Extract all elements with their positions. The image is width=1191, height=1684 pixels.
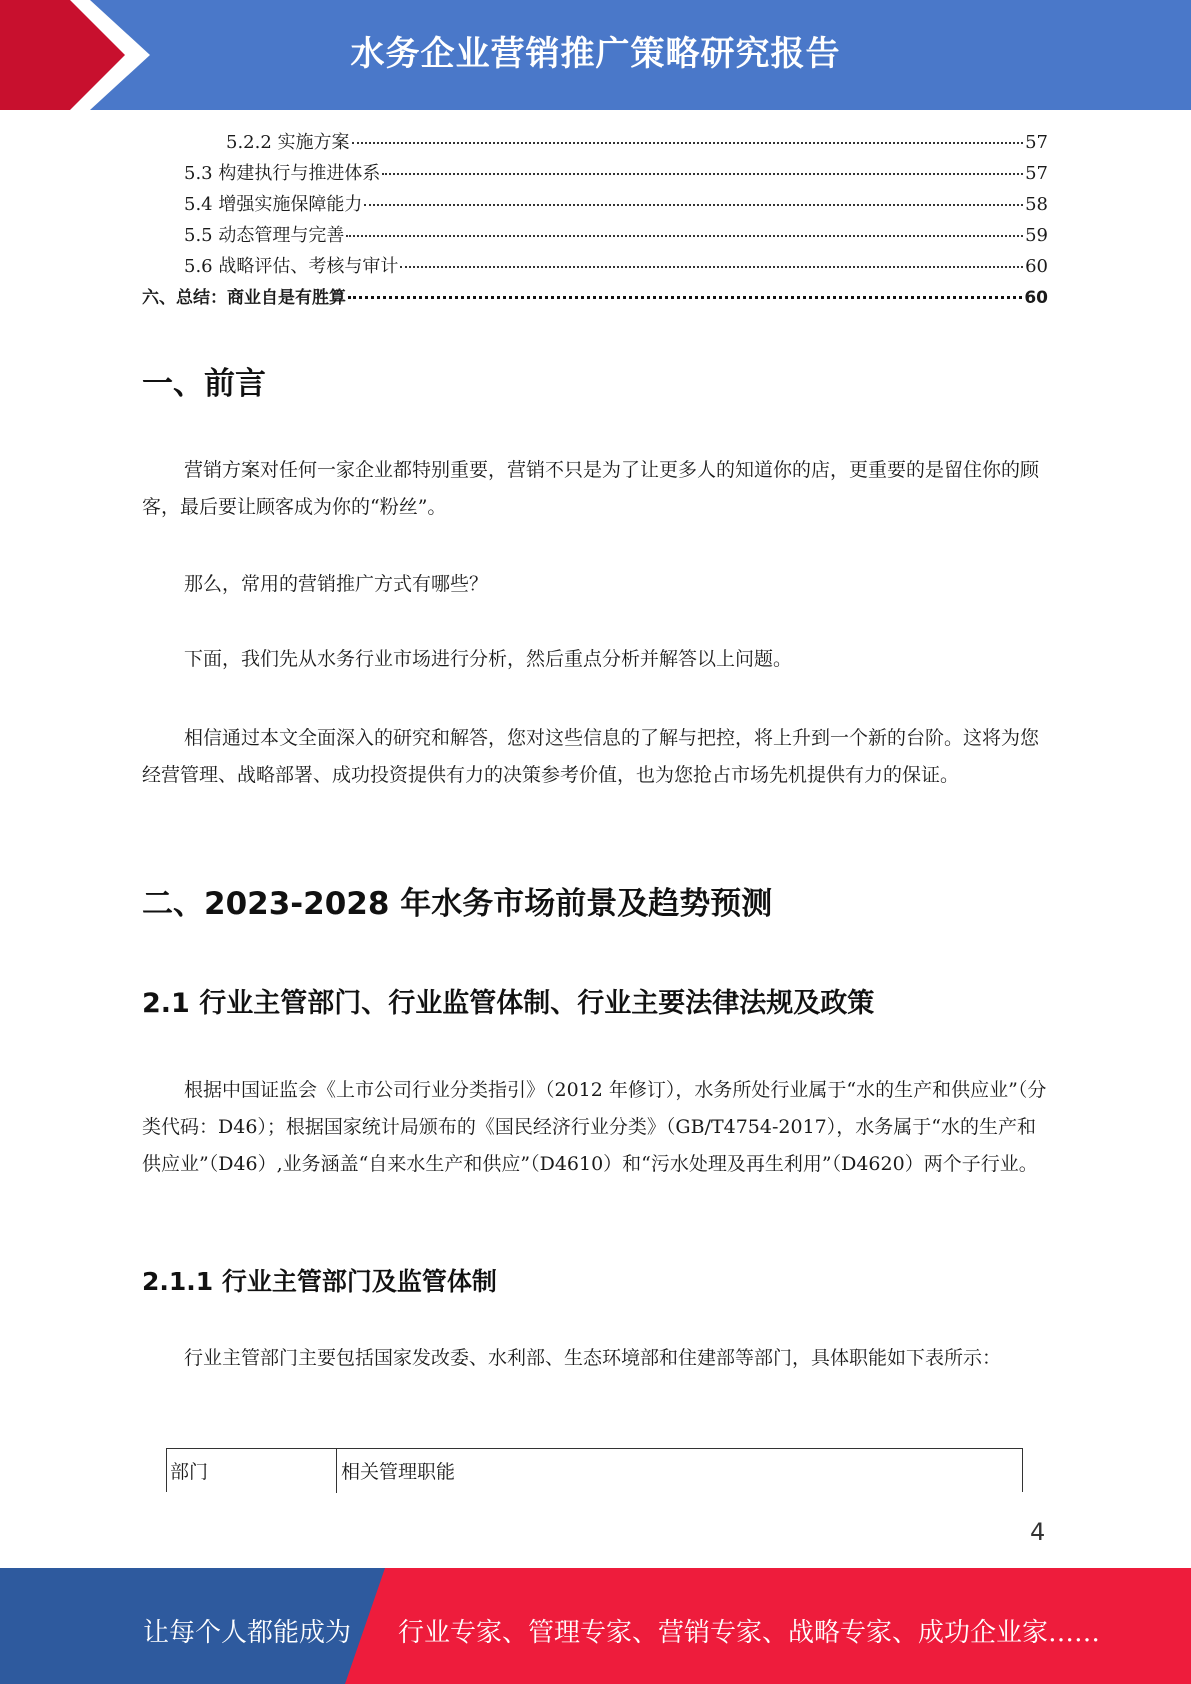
- department-table: [166, 1448, 1023, 1492]
- subsection-heading-2-1-1: 2.1.1 行业主管部门及监管体制: [142, 1267, 497, 1296]
- toc-entry-page: 57: [1025, 132, 1048, 153]
- table-header-department: 部门: [167, 1449, 337, 1493]
- table-of-contents: [142, 128, 1048, 314]
- page-footer: [0, 1568, 1191, 1684]
- page-header: [0, 0, 1191, 110]
- footer-slogan-right: 行业专家、管理专家、营销专家、战略专家、成功企业家……: [398, 1618, 1101, 1648]
- toc-leader-dots: [346, 235, 1023, 237]
- toc-entry[interactable]: [142, 221, 1048, 252]
- subsection-heading-2-1: 2.1 行业主管部门、行业监管体制、行业主要法律法规及政策: [142, 988, 875, 1019]
- toc-entry-page: 57: [1025, 163, 1048, 184]
- paragraph: 根据中国证监会《上市公司行业分类指引》（2012 年修订），水务所处行业属于“水的生产和供应业”（分类代码：D46）；根据国家统计局颁布的《国民经济行业分类》（GB/T4754-2017），水务属于“水的生产和供应业”（D46）,业务涵盖“自来水生产和供应”（D4610）和“污水处理及再生利用”（D4620）两个子行业。: [142, 1079, 1047, 1175]
- toc-leader-dots: [382, 173, 1023, 175]
- toc-entry-label: 5.3 构建执行与推进体系: [184, 163, 381, 184]
- toc-leader-dots: [352, 142, 1024, 144]
- paragraph: 营销方案对任何一家企业都特别重要，营销不只是为了让更多人的知道你的店，更重要的是留住你的顾客，最后要让顾客成为你的“粉丝”。: [142, 459, 1040, 518]
- toc-entry[interactable]: [142, 128, 1048, 159]
- toc-entry-label: 5.4 增强实施保障能力: [184, 194, 363, 215]
- toc-entry-page: 58: [1025, 194, 1048, 215]
- toc-entry-page: 60: [1024, 288, 1048, 308]
- toc-entry-label: 5.6 战略评估、考核与审计: [184, 256, 399, 277]
- paragraph: 那么，常用的营销推广方式有哪些？: [184, 573, 489, 595]
- toc-leader-dots: [348, 296, 1022, 299]
- paragraph: 行业主管部门主要包括国家发改委、水利部、生态环境部和住建部等部门，具体职能如下表所示：: [184, 1347, 1002, 1369]
- toc-entry-page: 60: [1025, 256, 1048, 277]
- toc-entry-label: 5.2.2 实施方案: [226, 132, 350, 153]
- toc-entry[interactable]: [142, 190, 1048, 221]
- paragraph: 下面，我们先从水务行业市场进行分析，然后重点分析并解答以上问题。: [184, 648, 793, 670]
- toc-entry-page: 59: [1025, 225, 1048, 246]
- page-number: 4: [1030, 1518, 1046, 1546]
- toc-entry[interactable]: [142, 159, 1048, 190]
- toc-entry[interactable]: [142, 252, 1048, 283]
- toc-leader-dots: [364, 204, 1023, 206]
- section-heading-market-outlook: 二、2023-2028 年水务市场前景及趋势预测: [142, 886, 773, 922]
- toc-entry-label: 5.5 动态管理与完善: [184, 225, 345, 246]
- header-title: 水务企业营销推广策略研究报告: [350, 34, 841, 74]
- section-heading-preface: 一、前言: [142, 366, 266, 402]
- toc-entry[interactable]: [142, 283, 1048, 314]
- toc-leader-dots: [400, 266, 1023, 268]
- toc-entry-label: 六、总结：商业自是有胜算: [142, 288, 346, 308]
- table-header-functions: 相关管理职能: [341, 1461, 456, 1483]
- footer-slogan-left: 让每个人都能成为: [143, 1618, 352, 1648]
- paragraph: 相信通过本文全面深入的研究和解答，您对这些信息的了解与把控，将上升到一个新的台阶。这将为您经营管理、战略部署、成功投资提供有力的决策参考价值，也为您抢占市场先机提供有力的保证。: [142, 727, 1040, 786]
